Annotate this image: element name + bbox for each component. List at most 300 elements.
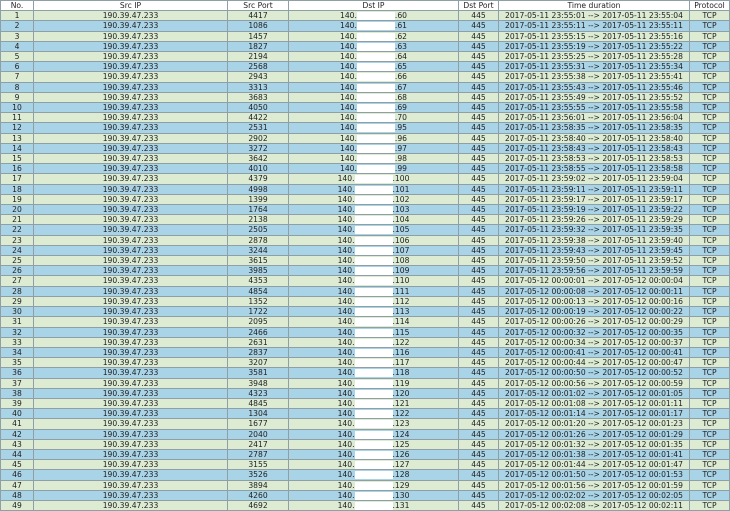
dst-ip-suffix: .114 [392, 317, 410, 327]
table-row[interactable] [1, 378, 730, 388]
src-port-cell: 2095 [228, 317, 289, 327]
table-row[interactable] [1, 31, 730, 41]
dst-port-cell: 445 [459, 256, 499, 266]
dst-ip-cell [289, 82, 459, 92]
protocol-cell: TCP [690, 113, 730, 123]
table-row[interactable] [1, 143, 730, 153]
src-port-cell: 4379 [228, 174, 289, 184]
dst-ip-prefix: 140. [337, 449, 355, 459]
dst-port-cell: 445 [459, 460, 499, 470]
redaction-block [357, 135, 395, 143]
dst-ip-suffix: .108 [392, 256, 410, 266]
redaction-block [357, 114, 395, 122]
header-src-ip[interactable]: Src IP [34, 1, 228, 11]
dst-ip-cell [289, 317, 459, 327]
dst-ip-cell [289, 52, 459, 62]
time-duration-cell: 2017-05-11 23:59:19 --> 2017-05-11 23:59:22 [499, 205, 690, 215]
src-ip-cell: 190.39.47.233 [34, 215, 228, 225]
protocol-cell: TCP [690, 490, 730, 500]
protocol-cell: TCP [690, 92, 730, 102]
src-ip-cell: 190.39.47.233 [34, 439, 228, 449]
dst-ip-cell [289, 266, 459, 276]
redaction-block [357, 145, 395, 153]
src-port-cell: 4998 [228, 184, 289, 194]
dst-ip-suffix: .117 [392, 358, 410, 368]
src-port-cell: 4417 [228, 11, 289, 21]
src-ip-cell: 190.39.47.233 [34, 470, 228, 480]
redaction-block [355, 267, 393, 275]
row-no-cell: 39 [1, 398, 34, 408]
dst-port-cell: 445 [459, 327, 499, 337]
src-port-cell: 2837 [228, 347, 289, 357]
src-port-cell: 3155 [228, 460, 289, 470]
row-no-cell: 5 [1, 52, 34, 62]
src-ip-cell: 190.39.47.233 [34, 72, 228, 82]
dst-ip-prefix: 140. [340, 113, 357, 123]
src-ip-cell: 190.39.47.233 [34, 225, 228, 235]
row-no-cell: 19 [1, 194, 34, 204]
dst-ip-suffix: .100 [392, 174, 410, 184]
time-duration-cell: 2017-05-12 00:02:02 --> 2017-05-12 00:02:05 [499, 490, 690, 500]
table-row[interactable] [1, 388, 730, 398]
src-ip-cell: 190.39.47.233 [34, 307, 228, 317]
src-port-cell: 3244 [228, 245, 289, 255]
dst-port-cell: 445 [459, 143, 499, 153]
dst-port-cell: 445 [459, 52, 499, 62]
src-ip-cell: 190.39.47.233 [34, 337, 228, 347]
time-duration-cell: 2017-05-11 23:55:43 --> 2017-05-11 23:55:46 [499, 82, 690, 92]
dst-ip-prefix: 140. [337, 439, 355, 449]
dst-port-cell: 445 [459, 41, 499, 51]
table-row[interactable] [1, 337, 730, 347]
dst-ip-cell [289, 245, 459, 255]
protocol-cell: TCP [690, 256, 730, 266]
src-ip-cell: 190.39.47.233 [34, 368, 228, 378]
table-row[interactable] [1, 490, 730, 500]
dst-ip-cell [289, 205, 459, 215]
table-row[interactable] [1, 266, 730, 276]
dst-ip-cell [289, 103, 459, 113]
dst-ip-suffix: .122 [392, 337, 410, 347]
protocol-cell: TCP [690, 337, 730, 347]
src-ip-cell: 190.39.47.233 [34, 133, 228, 143]
dst-ip-cell [289, 184, 459, 194]
table-row[interactable] [1, 500, 730, 510]
protocol-cell: TCP [690, 103, 730, 113]
dst-ip-suffix: .97 [394, 143, 407, 153]
dst-ip-suffix: .115 [392, 327, 410, 337]
row-no-cell: 18 [1, 184, 34, 194]
redaction-block [355, 431, 393, 439]
row-no-cell: 48 [1, 490, 34, 500]
dst-ip-suffix: .102 [392, 194, 410, 204]
table-row[interactable] [1, 419, 730, 429]
src-port-cell: 2505 [228, 225, 289, 235]
time-duration-cell: 2017-05-12 00:00:32 --> 2017-05-12 00:00:35 [499, 327, 690, 337]
header-dst-ip[interactable]: Dst IP [289, 1, 459, 11]
src-ip-cell: 190.39.47.233 [34, 194, 228, 204]
dst-port-cell: 445 [459, 500, 499, 510]
redaction-block [357, 94, 395, 102]
dst-port-cell: 445 [459, 11, 499, 21]
protocol-cell: TCP [690, 378, 730, 388]
dst-ip-suffix: .129 [392, 480, 410, 490]
dst-ip-suffix: .130 [392, 490, 410, 500]
row-no-cell: 8 [1, 82, 34, 92]
row-no-cell: 2 [1, 21, 34, 31]
protocol-cell: TCP [690, 307, 730, 317]
table-row[interactable] [1, 41, 730, 51]
dst-ip-cell [289, 500, 459, 510]
dst-port-cell: 445 [459, 164, 499, 174]
protocol-cell: TCP [690, 368, 730, 378]
src-port-cell: 3313 [228, 82, 289, 92]
src-ip-cell: 190.39.47.233 [34, 429, 228, 439]
dst-ip-cell [289, 388, 459, 398]
time-duration-cell: 2017-05-12 00:00:19 --> 2017-05-12 00:00:22 [499, 307, 690, 317]
table-row[interactable] [1, 327, 730, 337]
table-row[interactable] [1, 82, 730, 92]
time-duration-cell: 2017-05-11 23:56:01 --> 2017-05-11 23:56:04 [499, 113, 690, 123]
dst-port-cell: 445 [459, 409, 499, 419]
time-duration-cell: 2017-05-12 00:00:13 --> 2017-05-12 00:00:16 [499, 296, 690, 306]
src-port-cell: 1086 [228, 21, 289, 31]
header-dst-port[interactable]: Dst Port [459, 1, 499, 11]
src-port-cell: 3526 [228, 470, 289, 480]
table-row[interactable] [1, 194, 730, 204]
dst-ip-cell [289, 31, 459, 41]
protocol-cell: TCP [690, 266, 730, 276]
table-row[interactable] [1, 235, 730, 245]
dst-ip-cell [289, 154, 459, 164]
row-no-cell: 34 [1, 347, 34, 357]
table-row[interactable] [1, 256, 730, 266]
dst-ip-cell [289, 460, 459, 470]
dst-port-cell: 445 [459, 378, 499, 388]
dst-ip-cell [289, 307, 459, 317]
dst-ip-prefix: 140. [337, 419, 355, 429]
dst-ip-suffix: .64 [394, 52, 407, 62]
dst-ip-cell [289, 21, 459, 31]
dst-ip-suffix: .109 [392, 266, 410, 276]
table-row[interactable] [1, 449, 730, 459]
table-row[interactable] [1, 307, 730, 317]
table-row[interactable] [1, 480, 730, 490]
redaction-block [357, 63, 395, 71]
src-ip-cell: 190.39.47.233 [34, 82, 228, 92]
protocol-cell: TCP [690, 133, 730, 143]
time-duration-cell: 2017-05-11 23:55:55 --> 2017-05-11 23:55:58 [499, 103, 690, 113]
row-no-cell: 12 [1, 123, 34, 133]
dst-port-cell: 445 [459, 82, 499, 92]
redaction-block [355, 400, 393, 408]
redaction-block [357, 155, 395, 163]
src-port-cell: 2466 [228, 327, 289, 337]
dst-ip-cell [289, 378, 459, 388]
header-row [1, 1, 730, 11]
header-time-duration[interactable]: Time duration [499, 1, 690, 11]
src-port-cell: 3272 [228, 143, 289, 153]
row-no-cell: 20 [1, 205, 34, 215]
redaction-block [357, 53, 395, 61]
table-row[interactable] [1, 92, 730, 102]
dst-ip-prefix: 140. [340, 82, 357, 92]
protocol-cell: TCP [690, 398, 730, 408]
table-row[interactable] [1, 429, 730, 439]
time-duration-cell: 2017-05-12 00:01:14 --> 2017-05-12 00:01:17 [499, 409, 690, 419]
dst-ip-cell [289, 123, 459, 133]
dst-ip-prefix: 140. [337, 276, 355, 286]
row-no-cell: 42 [1, 429, 34, 439]
dst-ip-suffix: .96 [394, 133, 407, 143]
dst-ip-prefix: 140. [340, 72, 357, 82]
src-ip-cell: 190.39.47.233 [34, 103, 228, 113]
time-duration-cell: 2017-05-12 00:01:26 --> 2017-05-12 00:01:29 [499, 429, 690, 439]
src-port-cell: 2943 [228, 72, 289, 82]
dst-ip-prefix: 140. [337, 327, 355, 337]
dst-ip-suffix: .124 [392, 429, 410, 439]
row-no-cell: 7 [1, 72, 34, 82]
dst-ip-suffix: .104 [392, 215, 410, 225]
table-row[interactable] [1, 21, 730, 31]
dst-port-cell: 445 [459, 235, 499, 245]
dst-ip-suffix: .99 [394, 164, 407, 174]
protocol-cell: TCP [690, 215, 730, 225]
row-no-cell: 46 [1, 470, 34, 480]
table-row[interactable] [1, 358, 730, 368]
table-row[interactable] [1, 113, 730, 123]
time-duration-cell: 2017-05-12 00:00:08 --> 2017-05-12 00:00:11 [499, 286, 690, 296]
dst-port-cell: 445 [459, 266, 499, 276]
dst-ip-prefix: 140. [337, 307, 355, 317]
dst-ip-suffix: .61 [394, 21, 407, 31]
row-no-cell: 14 [1, 143, 34, 153]
dst-port-cell: 445 [459, 31, 499, 41]
time-duration-cell: 2017-05-12 00:01:44 --> 2017-05-12 00:01:47 [499, 460, 690, 470]
dst-ip-suffix: .125 [392, 439, 410, 449]
table-row[interactable] [1, 439, 730, 449]
src-port-cell: 3948 [228, 378, 289, 388]
table-row[interactable] [1, 276, 730, 286]
redaction-block [355, 318, 393, 326]
dst-ip-cell [289, 337, 459, 347]
table-row[interactable] [1, 296, 730, 306]
table-row[interactable] [1, 245, 730, 255]
table-row[interactable] [1, 62, 730, 72]
redaction-block [355, 308, 393, 316]
src-ip-cell: 190.39.47.233 [34, 113, 228, 123]
redaction-block [355, 339, 393, 347]
table-row[interactable] [1, 460, 730, 470]
redaction-block [357, 84, 395, 92]
redaction-block [355, 216, 393, 224]
time-duration-cell: 2017-05-11 23:59:56 --> 2017-05-11 23:59:59 [499, 266, 690, 276]
dst-ip-cell [289, 194, 459, 204]
table-body [1, 11, 730, 511]
table-row[interactable] [1, 398, 730, 408]
table-row[interactable] [1, 368, 730, 378]
table-row[interactable] [1, 164, 730, 174]
dst-ip-prefix: 140. [337, 409, 355, 419]
dst-ip-cell [289, 11, 459, 21]
dst-port-cell: 445 [459, 480, 499, 490]
dst-port-cell: 445 [459, 113, 499, 123]
dst-ip-prefix: 140. [337, 500, 355, 510]
protocol-cell: TCP [690, 317, 730, 327]
table-row[interactable] [1, 123, 730, 133]
protocol-cell: TCP [690, 194, 730, 204]
src-port-cell: 1304 [228, 409, 289, 419]
dst-port-cell: 445 [459, 194, 499, 204]
row-no-cell: 40 [1, 409, 34, 419]
dst-port-cell: 445 [459, 276, 499, 286]
src-port-cell: 4845 [228, 398, 289, 408]
src-ip-cell: 190.39.47.233 [34, 347, 228, 357]
redaction-block [355, 237, 393, 245]
dst-ip-cell [289, 398, 459, 408]
dst-ip-suffix: .111 [392, 286, 410, 296]
dst-ip-suffix: .101 [392, 184, 410, 194]
row-no-cell: 23 [1, 235, 34, 245]
dst-ip-prefix: 140. [337, 174, 355, 184]
row-no-cell: 6 [1, 62, 34, 72]
redaction-block [357, 104, 395, 112]
dst-port-cell: 445 [459, 62, 499, 72]
src-ip-cell: 190.39.47.233 [34, 286, 228, 296]
time-duration-cell: 2017-05-12 00:01:20 --> 2017-05-12 00:01:23 [499, 419, 690, 429]
dst-port-cell: 445 [459, 296, 499, 306]
table-row[interactable] [1, 11, 730, 21]
time-duration-cell: 2017-05-11 23:55:15 --> 2017-05-11 23:55:16 [499, 31, 690, 41]
src-port-cell: 1677 [228, 419, 289, 429]
dst-port-cell: 445 [459, 205, 499, 215]
dst-port-cell: 445 [459, 286, 499, 296]
src-ip-cell: 190.39.47.233 [34, 235, 228, 245]
protocol-cell: TCP [690, 409, 730, 419]
dst-ip-suffix: .95 [394, 123, 407, 133]
table-row[interactable] [1, 409, 730, 419]
row-no-cell: 43 [1, 439, 34, 449]
redaction-block [357, 12, 395, 20]
src-port-cell: 3985 [228, 266, 289, 276]
header-protocol[interactable]: Protocol [690, 1, 730, 11]
protocol-cell: TCP [690, 388, 730, 398]
redaction-block [355, 247, 393, 255]
table-row[interactable] [1, 286, 730, 296]
protocol-cell: TCP [690, 245, 730, 255]
time-duration-cell: 2017-05-11 23:55:38 --> 2017-05-11 23:55:41 [499, 72, 690, 82]
dst-ip-prefix: 140. [340, 92, 357, 102]
header-src-port[interactable]: Src Port [228, 1, 289, 11]
time-duration-cell: 2017-05-12 00:00:01 --> 2017-05-12 00:00:04 [499, 276, 690, 286]
table-row[interactable] [1, 52, 730, 62]
dst-ip-suffix: .69 [394, 103, 407, 113]
row-no-cell: 36 [1, 368, 34, 378]
src-port-cell: 1457 [228, 31, 289, 41]
dst-ip-prefix: 140. [340, 123, 357, 133]
dst-ip-cell [289, 327, 459, 337]
dst-ip-cell [289, 41, 459, 51]
row-no-cell: 41 [1, 419, 34, 429]
redaction-block [355, 369, 393, 377]
dst-ip-prefix: 140. [340, 21, 357, 31]
row-no-cell: 4 [1, 41, 34, 51]
src-ip-cell: 190.39.47.233 [34, 184, 228, 194]
table-row[interactable] [1, 215, 730, 225]
time-duration-cell: 2017-05-12 00:01:38 --> 2017-05-12 00:01:41 [499, 449, 690, 459]
src-port-cell: 3683 [228, 92, 289, 102]
row-no-cell: 1 [1, 11, 34, 21]
row-no-cell: 16 [1, 164, 34, 174]
dst-ip-cell [289, 113, 459, 123]
redaction-block [355, 277, 393, 285]
redaction-block [355, 502, 393, 510]
dst-ip-cell [289, 62, 459, 72]
redaction-block [355, 451, 393, 459]
table-row[interactable] [1, 470, 730, 480]
dst-ip-prefix: 140. [337, 358, 355, 368]
table-row[interactable] [1, 103, 730, 113]
dst-ip-suffix: .105 [392, 225, 410, 235]
time-duration-cell: 2017-05-11 23:55:49 --> 2017-05-11 23:55:52 [499, 92, 690, 102]
time-duration-cell: 2017-05-11 23:55:31 --> 2017-05-11 23:55:34 [499, 62, 690, 72]
table-row[interactable] [1, 133, 730, 143]
src-ip-cell: 190.39.47.233 [34, 317, 228, 327]
dst-ip-cell [289, 368, 459, 378]
row-no-cell: 27 [1, 276, 34, 286]
row-no-cell: 44 [1, 449, 34, 459]
row-no-cell: 11 [1, 113, 34, 123]
src-port-cell: 4050 [228, 103, 289, 113]
row-no-cell: 26 [1, 266, 34, 276]
src-port-cell: 1722 [228, 307, 289, 317]
table-row[interactable] [1, 174, 730, 184]
dst-ip-prefix: 140. [337, 184, 355, 194]
protocol-cell: TCP [690, 296, 730, 306]
src-ip-cell: 190.39.47.233 [34, 164, 228, 174]
protocol-cell: TCP [690, 358, 730, 368]
dst-ip-prefix: 140. [337, 429, 355, 439]
src-port-cell: 3581 [228, 368, 289, 378]
protocol-cell: TCP [690, 123, 730, 133]
dst-ip-cell [289, 480, 459, 490]
table-row[interactable] [1, 184, 730, 194]
protocol-cell: TCP [690, 439, 730, 449]
table-row[interactable] [1, 347, 730, 357]
row-no-cell: 47 [1, 480, 34, 490]
dst-port-cell: 445 [459, 358, 499, 368]
header-no[interactable]: No. [1, 1, 34, 11]
table-row[interactable] [1, 154, 730, 164]
src-port-cell: 2631 [228, 337, 289, 347]
table-row[interactable] [1, 72, 730, 82]
table-row[interactable] [1, 205, 730, 215]
table-row[interactable] [1, 317, 730, 327]
src-ip-cell: 190.39.47.233 [34, 52, 228, 62]
dst-ip-cell [289, 419, 459, 429]
table-row[interactable] [1, 225, 730, 235]
dst-ip-prefix: 140. [337, 398, 355, 408]
row-no-cell: 13 [1, 133, 34, 143]
row-no-cell: 28 [1, 286, 34, 296]
redaction-block [355, 482, 393, 490]
dst-ip-suffix: .128 [392, 470, 410, 480]
redaction-block [355, 196, 393, 204]
protocol-cell: TCP [690, 347, 730, 357]
dst-ip-cell [289, 235, 459, 245]
dst-ip-cell [289, 358, 459, 368]
src-port-cell: 1764 [228, 205, 289, 215]
